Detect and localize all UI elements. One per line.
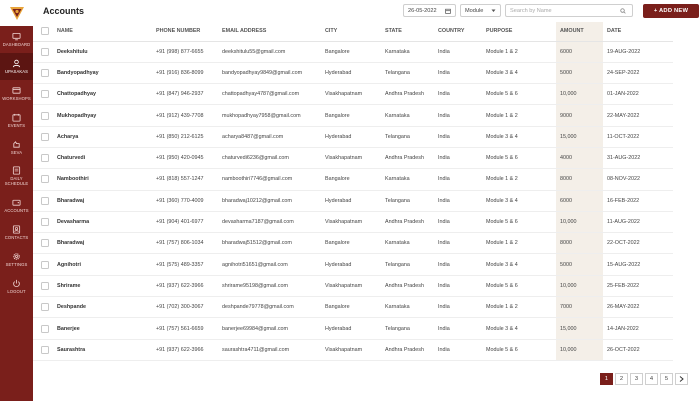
cell-purpose: Module 3 & 4 bbox=[482, 62, 556, 83]
cell-name: Agnihotri bbox=[53, 254, 152, 275]
page-button-5[interactable]: 5 bbox=[660, 373, 673, 385]
page-button-1[interactable]: 1 bbox=[600, 373, 613, 385]
workshop-icon bbox=[12, 86, 21, 95]
module-select-value: Module bbox=[465, 7, 484, 14]
table-row[interactable] bbox=[33, 233, 673, 254]
cell-purpose: Module 3 & 4 bbox=[482, 126, 556, 147]
cell-city: Bangalore bbox=[321, 297, 381, 318]
cell-country: India bbox=[434, 105, 482, 126]
cell-date: 01-JAN-2022 bbox=[603, 84, 673, 105]
cell-state: Telangana bbox=[381, 126, 434, 147]
sidebar-item-contacts[interactable] bbox=[0, 219, 33, 246]
page-button-2[interactable]: 2 bbox=[615, 373, 628, 385]
cell-amount: 9000 bbox=[556, 105, 603, 126]
cell-purpose: Module 1 & 2 bbox=[482, 105, 556, 126]
cell-state: Karnataka bbox=[381, 169, 434, 190]
cell-email: namboothiri7746@gmail.com bbox=[218, 169, 321, 190]
cell-state: Telangana bbox=[381, 254, 434, 275]
cell-date: 16-FEB-2022 bbox=[603, 190, 673, 211]
cell-country: India bbox=[434, 147, 482, 168]
contacts-icon bbox=[12, 225, 21, 234]
cell-state: Telangana bbox=[381, 190, 434, 211]
cell-date: 22-OCT-2022 bbox=[603, 233, 673, 254]
cell-purpose: Module 3 & 4 bbox=[482, 318, 556, 339]
row-checkbox[interactable] bbox=[41, 325, 49, 333]
cell-email: chaturvedi6236@gmail.com bbox=[218, 147, 321, 168]
table-row[interactable] bbox=[33, 211, 673, 232]
sidebar-item-label: WORKSHOPS bbox=[2, 95, 31, 101]
column-header-state[interactable]: STATE bbox=[381, 22, 434, 41]
cell-name: Saurashtra bbox=[53, 339, 152, 360]
cell-email: chattopadhyay4787@gmail.com bbox=[218, 84, 321, 105]
cell-amount: 15,000 bbox=[556, 126, 603, 147]
table-row[interactable] bbox=[33, 105, 673, 126]
cell-amount: 4000 bbox=[556, 147, 603, 168]
cell-amount: 10,000 bbox=[556, 339, 603, 360]
cell-city: Hyderabad bbox=[321, 254, 381, 275]
table-row[interactable] bbox=[33, 318, 673, 339]
cell-phone: +91 (904) 401-6977 bbox=[152, 211, 218, 232]
sidebar-item-workshops[interactable] bbox=[0, 80, 33, 107]
cell-city: Hyderabad bbox=[321, 62, 381, 83]
cell-country: India bbox=[434, 41, 482, 62]
cell-name: Devasharma bbox=[53, 211, 152, 232]
cell-country: India bbox=[434, 275, 482, 296]
cell-country: India bbox=[434, 190, 482, 211]
cell-country: India bbox=[434, 211, 482, 232]
cell-phone: +91 (998) 877-6655 bbox=[152, 41, 218, 62]
row-checkbox[interactable] bbox=[41, 154, 49, 162]
row-checkbox[interactable] bbox=[41, 346, 49, 354]
cell-state: Andhra Pradesh bbox=[381, 147, 434, 168]
cell-phone: +91 (702) 300-3067 bbox=[152, 297, 218, 318]
power-icon bbox=[12, 279, 21, 288]
cell-country: India bbox=[434, 318, 482, 339]
cell-amount: 7000 bbox=[556, 297, 603, 318]
cell-state: Karnataka bbox=[381, 233, 434, 254]
sidebar-item-upasakas[interactable] bbox=[0, 53, 33, 80]
cell-purpose: Module 5 & 6 bbox=[482, 84, 556, 105]
date-picker[interactable] bbox=[403, 4, 456, 17]
column-header-phone[interactable]: PHONE NUMBER bbox=[152, 22, 218, 41]
cell-date: 25-FEB-2022 bbox=[603, 275, 673, 296]
cell-name: Chaturvedi bbox=[53, 147, 152, 168]
page-button-4[interactable]: 4 bbox=[645, 373, 658, 385]
sidebar-item-label: EVENTS bbox=[7, 122, 26, 128]
cell-country: India bbox=[434, 233, 482, 254]
cell-phone: +91 (937) 622-3966 bbox=[152, 275, 218, 296]
cell-country: India bbox=[434, 84, 482, 105]
cell-purpose: Module 1 & 2 bbox=[482, 41, 556, 62]
table-row[interactable] bbox=[33, 147, 673, 168]
search-input[interactable] bbox=[510, 8, 620, 14]
table-row[interactable] bbox=[33, 190, 673, 211]
cell-phone: +91 (847) 946-2937 bbox=[152, 84, 218, 105]
cell-name: Bandyopadhyay bbox=[53, 62, 152, 83]
row-checkbox[interactable] bbox=[41, 175, 49, 183]
accounts-table bbox=[33, 22, 673, 361]
cell-date: 19-AUG-2022 bbox=[603, 41, 673, 62]
row-checkbox[interactable] bbox=[41, 69, 49, 77]
cell-state: Telangana bbox=[381, 318, 434, 339]
cell-phone: +91 (912) 439-7708 bbox=[152, 105, 218, 126]
table-row[interactable] bbox=[33, 275, 673, 296]
module-select[interactable] bbox=[460, 4, 501, 17]
row-checkbox[interactable] bbox=[41, 90, 49, 98]
cell-purpose: Module 5 & 6 bbox=[482, 147, 556, 168]
column-header-email[interactable]: EMAIL ADDRESS bbox=[218, 22, 321, 41]
cell-name: Banerjee bbox=[53, 318, 152, 339]
cell-city: Hyderabad bbox=[321, 190, 381, 211]
sidebar-item-logout[interactable] bbox=[0, 273, 33, 300]
cell-email: mukhopadhyay7958@gmail.com bbox=[218, 105, 321, 126]
cell-email: bharadwaj51512@gmail.com bbox=[218, 233, 321, 254]
cell-email: bharadwaj10212@gmail.com bbox=[218, 190, 321, 211]
row-checkbox[interactable] bbox=[41, 197, 49, 205]
cell-state: Telangana bbox=[381, 62, 434, 83]
chevron-down-icon bbox=[491, 8, 496, 13]
cell-country: India bbox=[434, 339, 482, 360]
sidebar-item-seva[interactable] bbox=[0, 134, 33, 161]
cell-city: Bangalore bbox=[321, 41, 381, 62]
column-header-purpose[interactable]: PURPOSE bbox=[482, 22, 556, 41]
table-header-row bbox=[33, 22, 673, 41]
cell-email: deshpande79778@gmail.com bbox=[218, 297, 321, 318]
next-page-button[interactable] bbox=[675, 373, 688, 385]
cell-city: Visakhapatnam bbox=[321, 339, 381, 360]
cell-purpose: Module 1 & 2 bbox=[482, 169, 556, 190]
cell-city: Visakhapatnam bbox=[321, 84, 381, 105]
cell-phone: +91 (757) 806-1034 bbox=[152, 233, 218, 254]
cell-email: deekshitulu55@gmail.com bbox=[218, 41, 321, 62]
column-header-amount[interactable]: AMOUNT bbox=[556, 22, 603, 41]
table-row[interactable] bbox=[33, 297, 673, 318]
cell-phone: +91 (937) 622-3966 bbox=[152, 339, 218, 360]
row-checkbox[interactable] bbox=[41, 282, 49, 290]
cell-date: 24-SEP-2022 bbox=[603, 62, 673, 83]
table-row[interactable] bbox=[33, 41, 673, 62]
row-checkbox[interactable] bbox=[41, 239, 49, 247]
cell-purpose: Module 1 & 2 bbox=[482, 233, 556, 254]
cell-name: Namboothiri bbox=[53, 169, 152, 190]
search-icon bbox=[620, 8, 626, 14]
cell-amount: 5000 bbox=[556, 62, 603, 83]
cell-city: Bangalore bbox=[321, 105, 381, 126]
cell-amount: 10,000 bbox=[556, 211, 603, 232]
row-checkbox[interactable] bbox=[41, 218, 49, 226]
cell-name: Deekshitulu bbox=[53, 41, 152, 62]
cell-date: 26-OCT-2022 bbox=[603, 339, 673, 360]
cell-phone: +91 (757) 561-6659 bbox=[152, 318, 218, 339]
cell-city: Bangalore bbox=[321, 169, 381, 190]
cell-date: 15-AUG-2022 bbox=[603, 254, 673, 275]
cell-city: Visakhapatnam bbox=[321, 211, 381, 232]
cell-name: Bharadwaj bbox=[53, 190, 152, 211]
page-title: Accounts bbox=[43, 6, 85, 16]
row-checkbox[interactable] bbox=[41, 48, 49, 56]
cell-name: Shrirame bbox=[53, 275, 152, 296]
cell-phone: +91 (850) 212-6125 bbox=[152, 126, 218, 147]
sidebar-item-label: LOGOUT bbox=[7, 288, 26, 294]
cell-email: agnihotri51651@gmail.com bbox=[218, 254, 321, 275]
sidebar-item-label: UPASAKAS bbox=[4, 68, 29, 74]
cell-amount: 8000 bbox=[556, 169, 603, 190]
cell-state: Andhra Pradesh bbox=[381, 339, 434, 360]
cell-purpose: Module 5 & 6 bbox=[482, 339, 556, 360]
gear-icon bbox=[12, 252, 21, 261]
cell-name: Chattopadhyay bbox=[53, 84, 152, 105]
cell-city: Visakhapatnam bbox=[321, 147, 381, 168]
logo[interactable] bbox=[0, 0, 33, 26]
column-header-date[interactable]: DATE bbox=[603, 22, 673, 41]
logo-icon bbox=[9, 5, 25, 21]
cell-state: Karnataka bbox=[381, 41, 434, 62]
row-checkbox[interactable] bbox=[41, 133, 49, 141]
cell-state: Karnataka bbox=[381, 297, 434, 318]
table-row[interactable] bbox=[33, 254, 673, 275]
cell-date: 08-NOV-2022 bbox=[603, 169, 673, 190]
sidebar-item-label: ACCOUNTS bbox=[4, 207, 29, 213]
cell-date: 11-OCT-2022 bbox=[603, 126, 673, 147]
cell-date: 26-MAY-2022 bbox=[603, 297, 673, 318]
sidebar-item-label: SEVA bbox=[10, 149, 23, 155]
cell-purpose: Module 5 & 6 bbox=[482, 275, 556, 296]
cell-name: Acharya bbox=[53, 126, 152, 147]
select-all-checkbox[interactable] bbox=[41, 27, 49, 35]
calendar-icon bbox=[445, 8, 451, 14]
cell-city: Bangalore bbox=[321, 233, 381, 254]
column-header-city[interactable]: CITY bbox=[321, 22, 381, 41]
main-content bbox=[33, 0, 689, 401]
sidebar bbox=[0, 0, 33, 401]
cell-country: India bbox=[434, 62, 482, 83]
calendar-icon bbox=[12, 113, 21, 122]
cell-email: shrirame95198@gmail.com bbox=[218, 275, 321, 296]
sidebar-item-daily-schedule[interactable] bbox=[0, 161, 33, 192]
table-row[interactable] bbox=[33, 169, 673, 190]
sidebar-item-label: DAILY SCHEDULE bbox=[4, 176, 29, 186]
schedule-icon bbox=[12, 166, 21, 175]
column-header-name[interactable]: NAME bbox=[53, 22, 152, 41]
page-button-3[interactable]: 3 bbox=[630, 373, 643, 385]
user-icon bbox=[12, 59, 21, 68]
add-new-button[interactable]: + ADD NEW bbox=[643, 4, 699, 18]
cell-city: Visakhapatnam bbox=[321, 275, 381, 296]
cell-country: India bbox=[434, 297, 482, 318]
cell-purpose: Module 1 & 2 bbox=[482, 297, 556, 318]
chevron-right-icon bbox=[679, 376, 684, 382]
cell-phone: +91 (360) 770-4009 bbox=[152, 190, 218, 211]
cell-country: India bbox=[434, 126, 482, 147]
hand-icon bbox=[12, 140, 21, 149]
table-row[interactable] bbox=[33, 84, 673, 105]
cell-city: Hyderabad bbox=[321, 318, 381, 339]
cell-purpose: Module 5 & 6 bbox=[482, 211, 556, 232]
cell-purpose: Module 3 & 4 bbox=[482, 254, 556, 275]
row-checkbox[interactable] bbox=[41, 112, 49, 120]
cell-country: India bbox=[434, 169, 482, 190]
header bbox=[33, 0, 689, 22]
sidebar-item-events[interactable] bbox=[0, 107, 33, 134]
cell-date: 11-AUG-2022 bbox=[603, 211, 673, 232]
sidebar-item-label: SETTINGS bbox=[5, 261, 28, 267]
sidebar-item-settings[interactable] bbox=[0, 246, 33, 273]
cell-country: India bbox=[434, 254, 482, 275]
cell-name: Deshpande bbox=[53, 297, 152, 318]
cell-date: 31-AUG-2022 bbox=[603, 147, 673, 168]
table-row[interactable] bbox=[33, 126, 673, 147]
monitor-icon bbox=[12, 32, 21, 41]
row-checkbox[interactable] bbox=[41, 261, 49, 269]
sidebar-item-accounts[interactable] bbox=[0, 192, 33, 219]
sidebar-item-label: CONTACTS bbox=[4, 234, 29, 240]
cell-phone: +91 (950) 420-0945 bbox=[152, 147, 218, 168]
cell-amount: 10,000 bbox=[556, 275, 603, 296]
cell-email: banerjee69984@gmail.com bbox=[218, 318, 321, 339]
cell-name: Mukhopadhyay bbox=[53, 105, 152, 126]
cell-city: Hyderabad bbox=[321, 126, 381, 147]
cell-amount: 5000 bbox=[556, 254, 603, 275]
cell-email: devasharma7187@gmail.com bbox=[218, 211, 321, 232]
cell-state: Andhra Pradesh bbox=[381, 84, 434, 105]
sidebar-item-dashboard[interactable] bbox=[0, 26, 33, 53]
row-checkbox[interactable] bbox=[41, 303, 49, 311]
table-row[interactable] bbox=[33, 339, 673, 360]
cell-date: 14-JAN-2022 bbox=[603, 318, 673, 339]
cell-phone: +91 (575) 489-3357 bbox=[152, 254, 218, 275]
cell-state: Karnataka bbox=[381, 105, 434, 126]
sidebar-item-label: DASHBOARD bbox=[2, 41, 31, 47]
pagination bbox=[600, 373, 688, 385]
cell-amount: 6000 bbox=[556, 190, 603, 211]
cell-email: saurashtra4711@gmail.com bbox=[218, 339, 321, 360]
cell-state: Andhra Pradesh bbox=[381, 211, 434, 232]
cell-amount: 10,000 bbox=[556, 84, 603, 105]
cell-purpose: Module 3 & 4 bbox=[482, 190, 556, 211]
cell-amount: 6000 bbox=[556, 41, 603, 62]
cell-name: Bharadwaj bbox=[53, 233, 152, 254]
search-box[interactable] bbox=[505, 4, 633, 17]
cell-amount: 15,000 bbox=[556, 318, 603, 339]
cell-email: bandyopadhyay9849@gmail.com bbox=[218, 62, 321, 83]
cell-amount: 8000 bbox=[556, 233, 603, 254]
cell-email: acharya8487@gmail.com bbox=[218, 126, 321, 147]
wallet-icon bbox=[12, 198, 21, 207]
accounts-table-container bbox=[33, 22, 673, 361]
cell-phone: +91 (916) 836-8099 bbox=[152, 62, 218, 83]
cell-state: Andhra Pradesh bbox=[381, 275, 434, 296]
column-header-country[interactable]: COUNTRY bbox=[434, 22, 482, 41]
date-value: 26-05-2022 bbox=[408, 7, 437, 14]
cell-date: 22-MAY-2022 bbox=[603, 105, 673, 126]
table-row[interactable] bbox=[33, 62, 673, 83]
cell-phone: +91 (818) 557-1247 bbox=[152, 169, 218, 190]
